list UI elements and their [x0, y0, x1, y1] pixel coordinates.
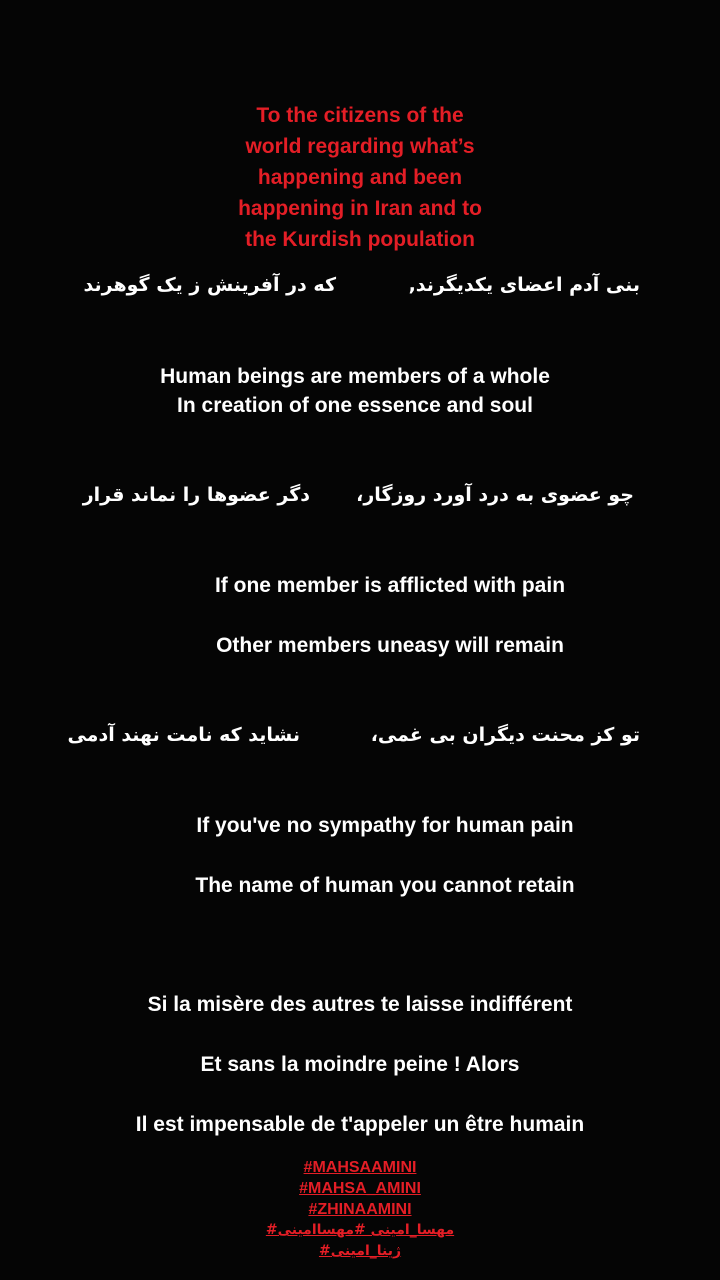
hashtag-link[interactable]: #MAHSA_AMINI [299, 1180, 421, 1197]
verse2-english-line2: Other members uneasy will remain [216, 634, 564, 657]
headline-line: world regarding what’s [245, 135, 475, 158]
verse1-persian-left: که در آفرینش ز یک گوهرند [83, 274, 336, 296]
verse2-persian-right: چو عضوی به درد آورد روزگار، [356, 484, 634, 506]
verse3-english-line2: The name of human you cannot retain [195, 874, 575, 897]
french-line2: Et sans la moindre peine ! Alors [200, 1053, 520, 1076]
verse3-persian-right: تو کز محنت دیگران بی غمی، [370, 724, 640, 746]
french-line1: Si la misère des autres te laisse indifférent [147, 993, 573, 1016]
verse3-english-line1: If you've no sympathy for human pain [196, 814, 574, 837]
hashtag-link[interactable]: #ZHINAAMINI [308, 1201, 412, 1218]
hashtag-link-persian[interactable]: #ژینا_امینی [318, 1243, 402, 1259]
verse3-persian-left: نشاید که نامت نهند آدمی [67, 724, 300, 746]
verse2-persian-left: دگر عضوها را نماند قرار [82, 484, 310, 506]
french-line3: Il est impensable de t'appeler un être humain [135, 1113, 585, 1136]
headline-line: To the citizens of the [256, 104, 464, 127]
verse2-english-line1: If one member is afflicted with pain [214, 574, 566, 597]
verse1-english-line1: Human beings are members of a whole [160, 365, 550, 388]
headline-line: the Kurdish population [245, 228, 475, 251]
headline [180, 100, 540, 255]
verse1-persian-right: بنی آدم اعضای یکدیگرند, [408, 274, 640, 296]
hashtag-link[interactable]: #MAHSAAMINI [303, 1159, 417, 1176]
hashtag-link-persian[interactable]: #مهسا_امینی #مهساامینی [265, 1222, 455, 1238]
hashtag-list [200, 1157, 520, 1262]
headline-line: happening and been [257, 166, 463, 189]
verse1-english-line2: In creation of one essence and soul [177, 394, 533, 417]
headline-line: happening in Iran and to [238, 197, 482, 220]
